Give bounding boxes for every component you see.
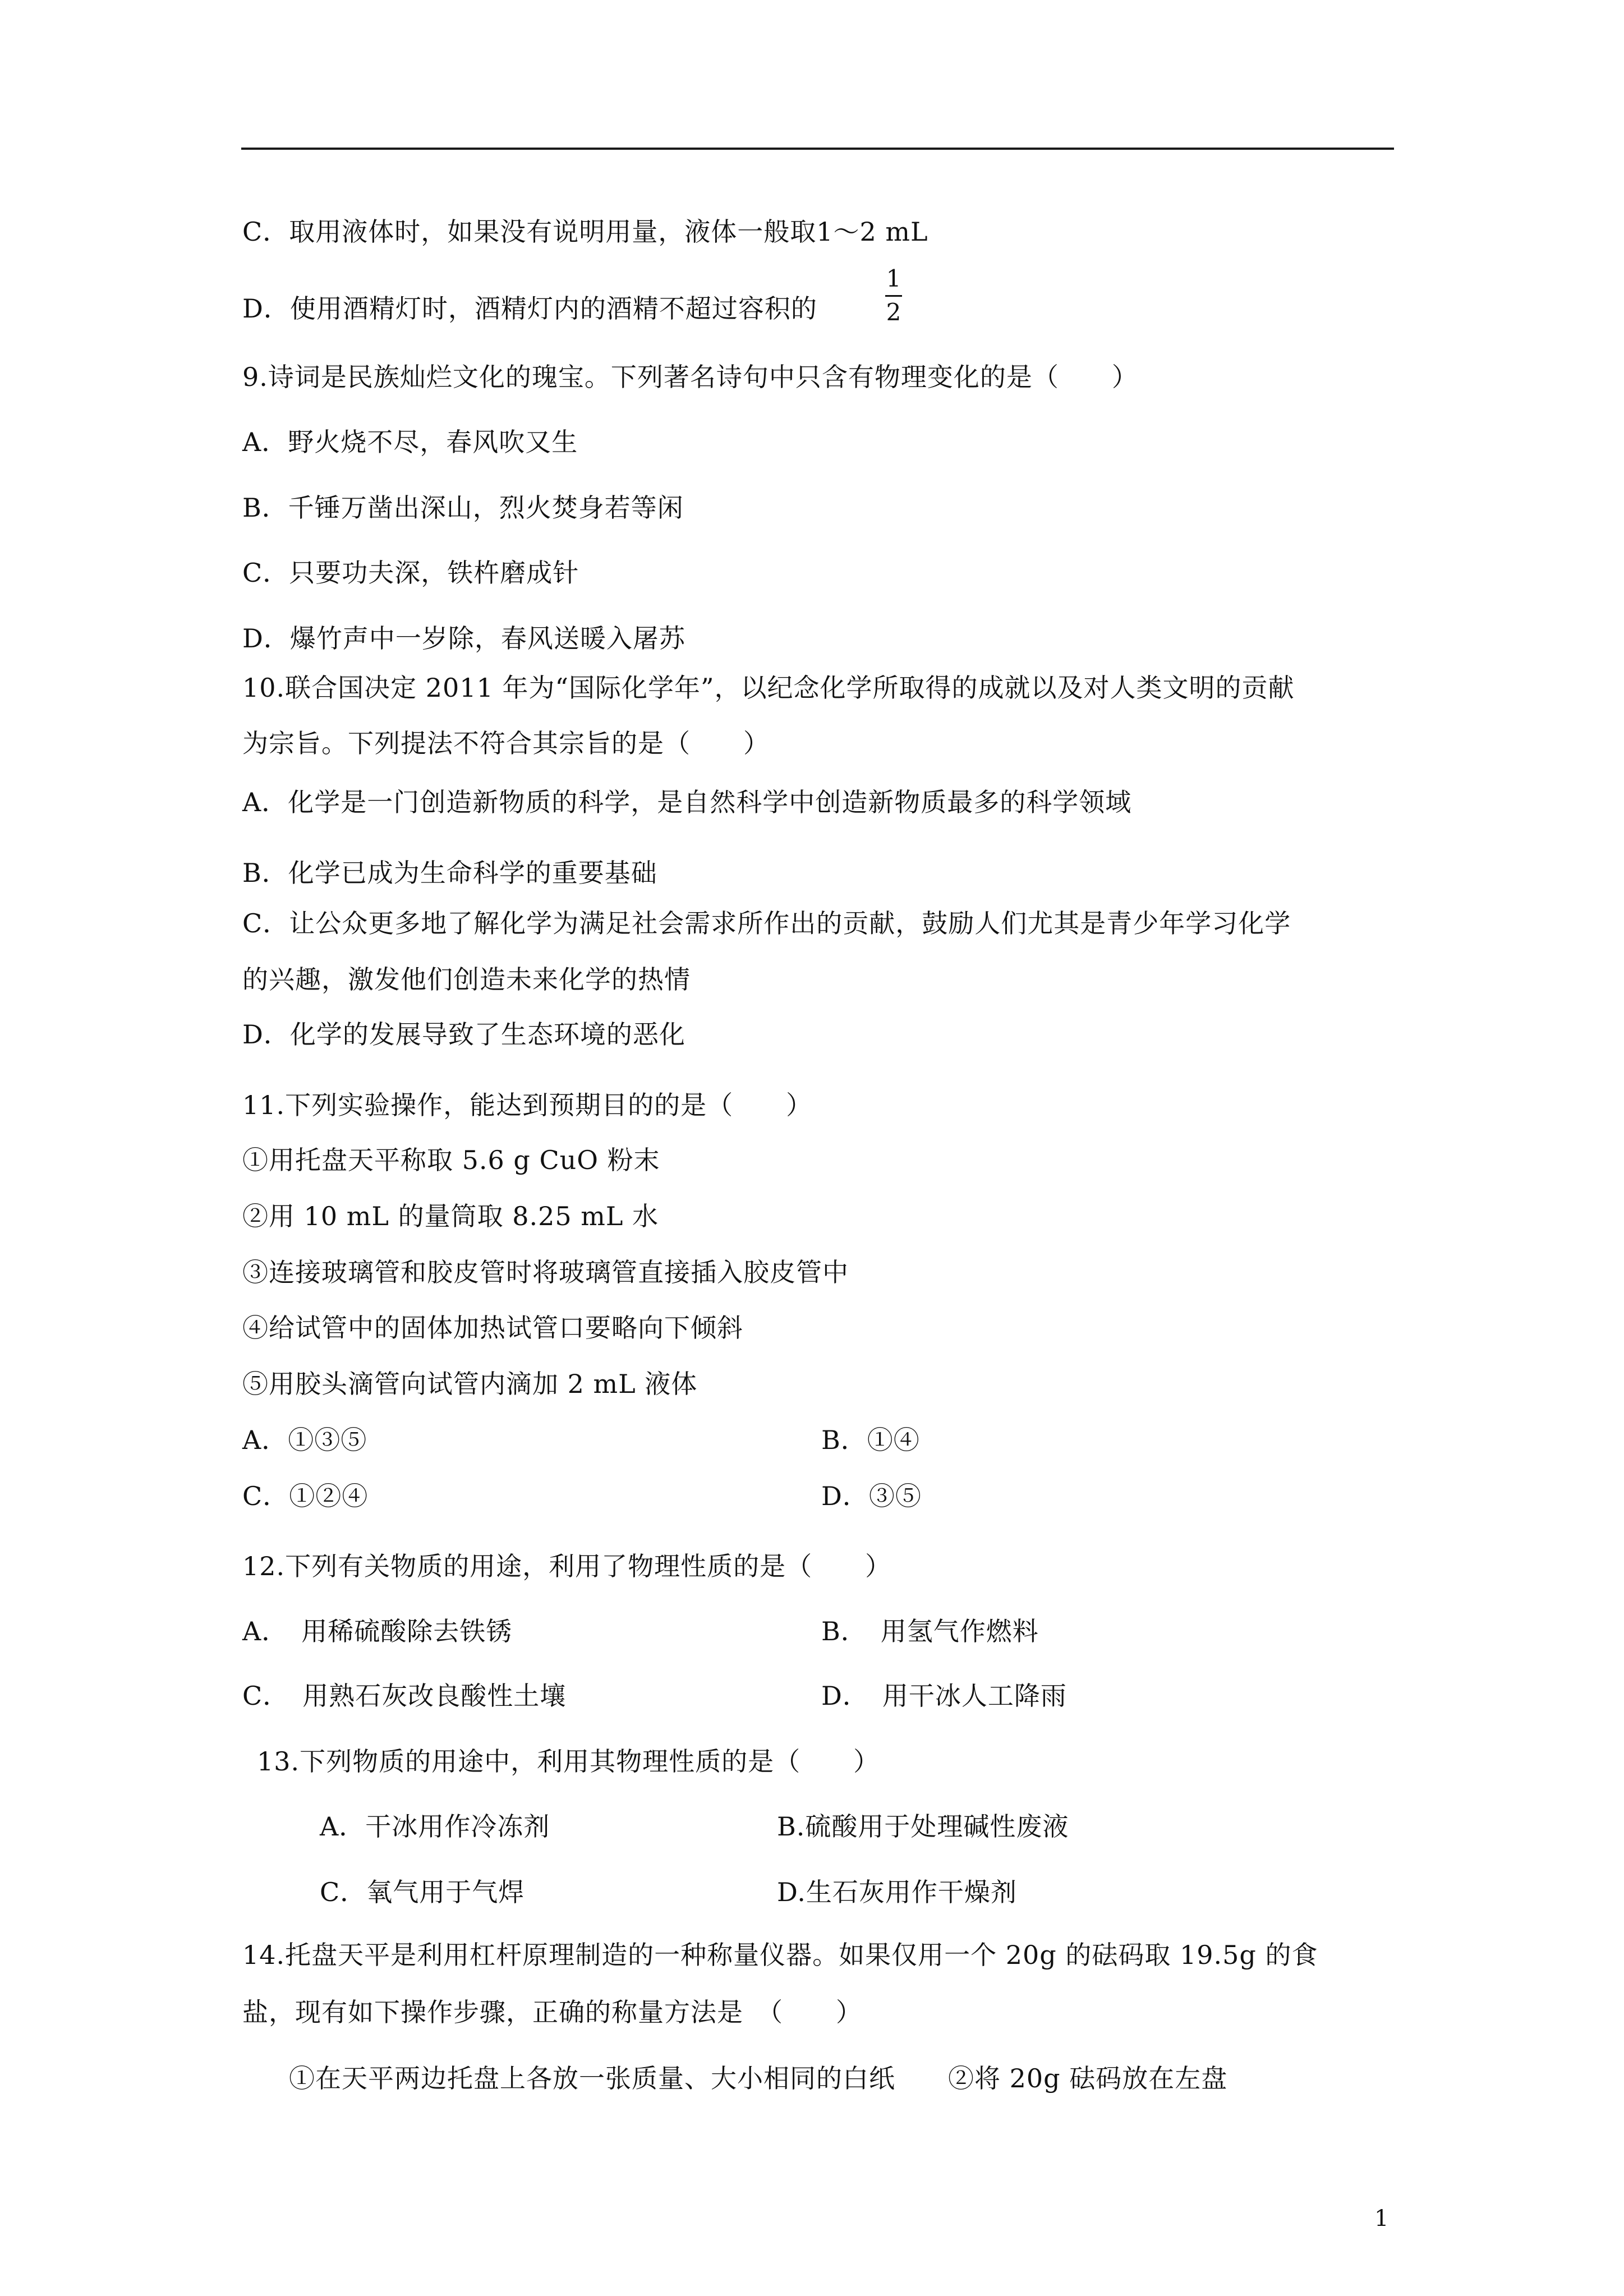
header-rule [241, 148, 1394, 150]
q10-option-a: A．化学是一门创造新物质的科学，是自然科学中创造新物质最多的科学领域 [242, 787, 1132, 817]
q13-option-c: C．氧气用于气焊 [320, 1877, 525, 1907]
q10-option-c-line1: C．让公众更多地了解化学为满足社会需求所作出的贡献，鼓励人们尤其是青少年学习化学 [242, 908, 1291, 938]
q13-option-a: A．干冰用作冷冻剂 [320, 1811, 550, 1842]
q9-option-a: A．野火烧不尽，春风吹又生 [242, 427, 578, 457]
q12-option-b: B． 用氢气作燃料 [821, 1616, 1039, 1646]
q9-stem: 9.诗词是民族灿烂文化的瑰宝。下列著名诗句中只含有物理变化的是（ ） [242, 362, 1138, 392]
q13-stem: 13.下列物质的用途中，利用其物理性质的是（ ） [257, 1746, 880, 1777]
q11-item-2: ②用 10 mL 的量筒取 8.25 mL 水 [242, 1201, 659, 1231]
q11-item-5: ⑤用胶头滴管向试管内滴加 2 mL 液体 [242, 1369, 698, 1399]
q10-stem-line1: 10.联合国决定 2011 年为“国际化学年”，以纪念化学所取得的成就以及对人类文明的贡献 [242, 673, 1295, 703]
q11-option-d: D．③⑤ [821, 1481, 922, 1511]
q11-option-c: C．①②④ [242, 1481, 369, 1511]
q14-stem-line2: 盐，现有如下操作步骤，正确的称量方法是 （ ） [242, 1997, 862, 2027]
q11-item-4: ④给试管中的固体加热试管口要略向下倾斜 [242, 1313, 743, 1343]
q12-stem: 12.下列有关物质的用途，利用了物理性质的是（ ） [242, 1551, 892, 1581]
q9-option-c: C．只要功夫深，铁杵磨成针 [242, 558, 579, 588]
q10-option-c-line2: 的兴趣，激发他们创造未来化学的热情 [242, 964, 691, 995]
q9-option-d: D．爆竹声中一岁除，春风送暖入屠苏 [242, 623, 686, 654]
q14-steps: ①在天平两边托盘上各放一张质量、大小相同的白纸 ②将 20g 砝码放在左盘 [289, 2063, 1228, 2093]
q14-stem-line1: 14.托盘天平是利用杠杆原理制造的一种称量仪器。如果仅用一个 20g 的砝码取 19.5g 的食 [242, 1940, 1318, 1970]
q13-option-d: D.生石灰用作干燥剂 [777, 1877, 1017, 1907]
q12-option-d: D． 用干冰人工降雨 [821, 1681, 1067, 1711]
q11-option-b: B．①④ [821, 1425, 920, 1455]
q11-item-3: ③连接玻璃管和胶皮管时将玻璃管直接插入胶皮管中 [242, 1257, 849, 1287]
q8-option-c: C．取用液体时，如果没有说明用量，液体一般取1～2 mL [242, 217, 928, 247]
q10-option-d: D．化学的发展导致了生态环境的恶化 [242, 1019, 686, 1050]
fraction-bar [885, 295, 902, 297]
page-number: 1 [1374, 2206, 1389, 2231]
q11-option-a: A．①③⑤ [242, 1425, 367, 1455]
q13-option-b: B.硫酸用于处理碱性废液 [777, 1811, 1069, 1842]
q10-stem-line2: 为宗旨。下列提法不符合其宗旨的是（ ） [242, 728, 770, 758]
q9-option-b: B．千锤万凿出深山，烈火焚身若等闲 [242, 493, 684, 523]
fraction-denominator: 2 [886, 298, 901, 326]
q12-option-a: A． 用稀硫酸除去铁锈 [242, 1616, 513, 1646]
q11-stem: 11.下列实验操作，能达到预期目的的是（ ） [242, 1090, 813, 1120]
q12-option-c: C． 用熟石灰改良酸性土壤 [242, 1681, 567, 1711]
q8-option-d: D．使用酒精灯时，酒精灯内的酒精不超过容积的 [242, 293, 817, 324]
q10-option-b: B．化学已成为生命科学的重要基础 [242, 858, 657, 888]
fraction-numerator: 1 [886, 265, 901, 292]
q11-item-1: ①用托盘天平称取 5.6 g CuO 粉末 [242, 1145, 660, 1175]
